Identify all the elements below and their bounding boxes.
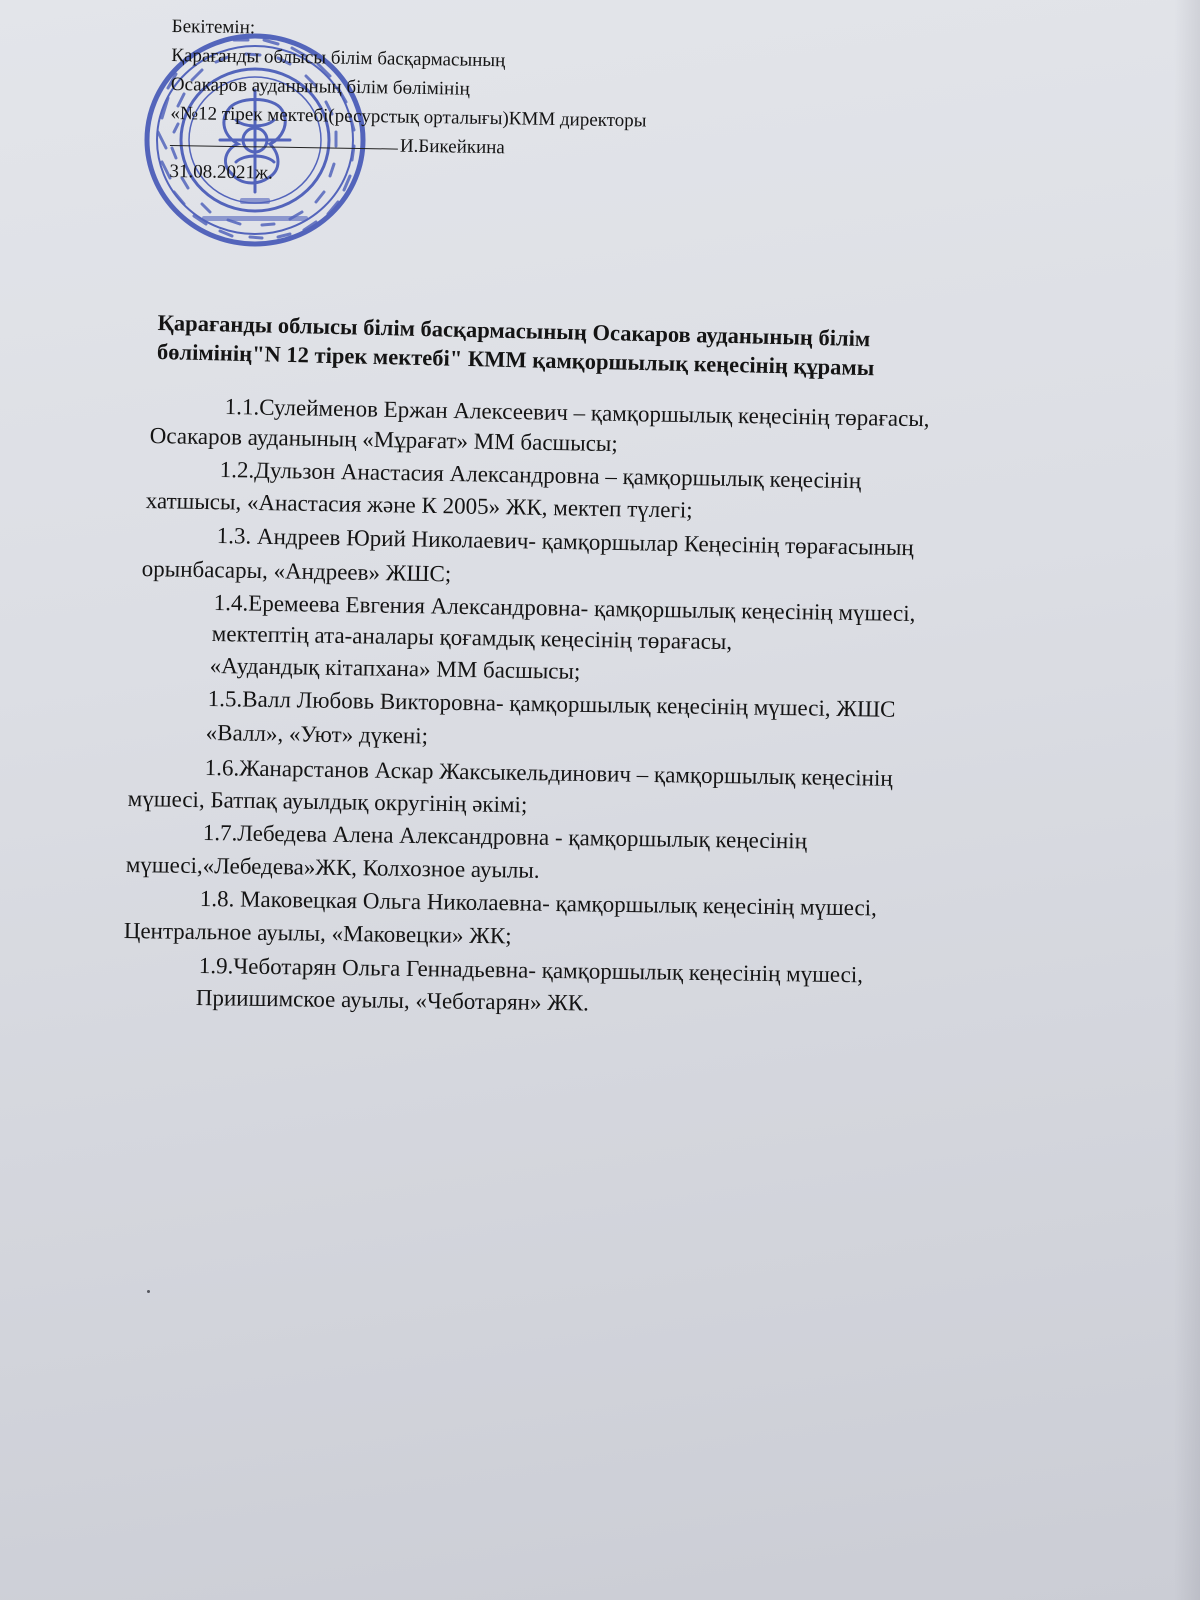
member-line: 1.7.Лебедева Алена Александровна - қамқоршылық кеңесінің (202, 820, 808, 854)
member-line: мүшесі,«Лебедева»ЖК, Колхозное ауылы. (125, 852, 540, 883)
member-line: «Валл», «Уют» дүкені; (205, 720, 429, 749)
member-line: 1.8. Маковецкая Ольга Николаевна- қамқоршылық кеңесінің мүшесі, (199, 886, 878, 921)
member-line: 1.5.Валл Любовь Викторовна- қамқоршылық кеңесінің мүшесі, ЖШС (207, 686, 896, 722)
member-line: «Аудандық кітапхана» ММ басшысы; (209, 653, 581, 684)
approval-line: Қарағанды облысы білім басқармасының (171, 44, 506, 72)
member-line: хатшысы, «Анастасия және К 2005» ЖК, мектеп түлегі; (145, 488, 693, 523)
member-line: 1.6.Жанарстанов Аскар Жаксыкельдинович – қамқоршылық кеңесінің (204, 755, 893, 791)
member-line: 1.3. Андреев Юрий Николаевич- қамқоршылар Кеңесінің төрағасының (216, 523, 914, 561)
member-line: мектептің ата-аналары қоғамдық кеңесінің төрағасы, (211, 621, 733, 655)
member-line: мүшесі, Батпақ ауылдық округінің әкімі; (127, 786, 528, 818)
approval-date: 31.08.2021ж. (169, 160, 274, 184)
title-line: Қарағанды облысы білім басқармасының Осакаров ауданының білім (157, 309, 871, 352)
approval-line: Осакаров ауданының білім бөлімінің (170, 73, 470, 100)
member-line: Осакаров ауданының «Мұрағат» ММ басшысы; (149, 423, 618, 457)
approval-line: «№12 тірек мектебі(ресурстық орталығы)КММ директоры (170, 102, 647, 132)
member-line: 1.2.Дульзон Анастасия Александровна – қамқоршылық кеңесінің (219, 457, 862, 494)
signatory-name: И.Бикейкина (399, 135, 505, 159)
approval-label: Бекітемін: (171, 15, 256, 39)
title-line: бөлімінің"N 12 тірек мектебі" КММ қамқоршылық кеңесінің құрамы (156, 338, 875, 381)
member-line: Центральное ауылы, «Маковецки» ЖК; (123, 918, 512, 949)
member-line: 1.1.Сулейменов Ержан Алексеевич – қамқоршылық кеңесінің төрағасы, (224, 394, 930, 432)
member-line: 1.9.Чеботарян Ольга Геннадьевна- қамқоршылық кеңесінің мүшесі, (198, 953, 864, 988)
member-line: орынбасары, «Андреев» ЖШС; (141, 556, 452, 587)
member-line: 1.4.Еремеева Евгения Александровна- қамқоршылық кеңесінің мүшесі, (213, 590, 916, 627)
member-line: Приишимское ауылы, «Чеботарян» ЖК. (195, 985, 590, 1016)
paper-speck (147, 1290, 150, 1293)
